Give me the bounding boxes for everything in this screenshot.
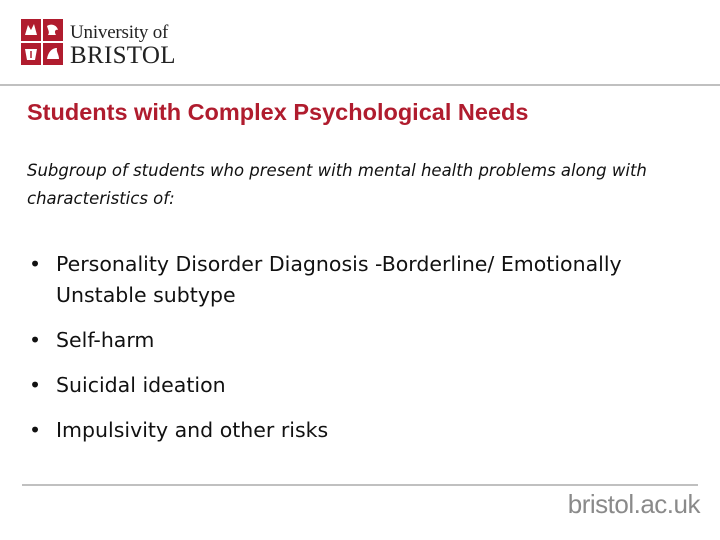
bullet-dot-icon: • [29,252,42,276]
footer-divider [22,484,698,486]
bullet-text: Impulsivity and other risks [56,418,329,442]
logo-university-of-text: University of [70,22,169,43]
bullet-dot-icon: • [29,418,42,442]
footer-url: bristol.ac.uk [567,489,700,519]
bullet-item-impulsivity [27,415,707,446]
bullet-text: Self-harm [56,328,155,352]
university-crest-icon [20,18,64,66]
bullet-item-personality-disorder [27,249,707,311]
header-divider [0,84,720,86]
bullet-item-self-harm [27,325,707,356]
university-logo [20,18,190,70]
slide-title: Students with Complex Psychological Needs [27,99,529,125]
slide-subtitle: Subgroup of students who present with mental health problems along with characteristics of: [27,161,647,208]
bullet-item-suicidal-ideation [27,370,707,401]
bullet-dot-icon: • [29,328,42,352]
bullet-text: Personality Disorder Diagnosis -Borderline/ Emotionally Unstable subtype [56,252,622,307]
bullet-list [27,249,707,460]
bullet-dot-icon: • [29,373,42,397]
bullet-text: Suicidal ideation [56,373,226,397]
logo-bristol-text: BRISTOL [70,42,176,69]
